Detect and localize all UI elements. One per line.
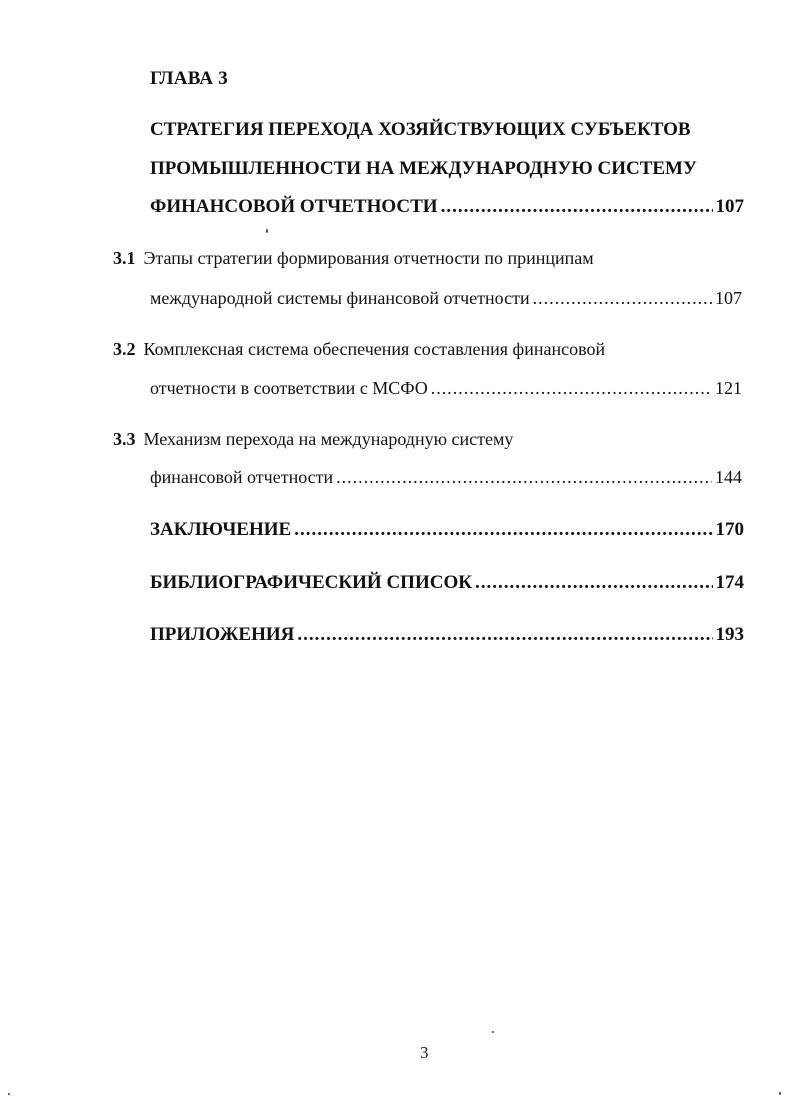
back-matter-page-number: 193 (715, 624, 744, 645)
scan-speck (266, 229, 268, 233)
toc-entry-chapter-3[interactable] (150, 196, 744, 218)
back-matter-title: БИБЛИОГРАФИЧЕСКИЙ СПИСОК (150, 572, 473, 593)
section-page-number: 144 (715, 467, 742, 487)
section-title-line-2: финансовой отчетности (150, 467, 334, 487)
section-3-2-heading (113, 339, 605, 360)
section-title-line-1: Этапы стратегии формирования отчетности по принципам (143, 248, 594, 268)
toc-entry-section-3-2[interactable] (150, 378, 742, 399)
section-3-1-heading (113, 248, 594, 269)
chapter-label: ГЛАВА 3 (150, 68, 228, 89)
dot-leader (297, 624, 712, 646)
scan-speck (779, 1092, 781, 1095)
toc-entry-bibliography[interactable] (150, 572, 744, 594)
section-number: 3.1 (113, 248, 136, 268)
section-title-line-2: отчетности в соответствии с МСФО (150, 378, 428, 398)
toc-entry-section-3-1[interactable] (150, 288, 742, 309)
back-matter-title: ЗАКЛЮЧЕНИЕ (150, 519, 292, 540)
section-page-number: 107 (715, 288, 742, 308)
section-number: 3.3 (113, 429, 136, 449)
dot-leader (431, 378, 712, 399)
back-matter-page-number: 170 (715, 519, 744, 540)
chapter-title-line-1: СТРАТЕГИЯ ПЕРЕХОДА ХОЗЯЙСТВУЮЩИХ СУБЪЕКТОВ (150, 119, 691, 140)
toc-entry-conclusion[interactable] (150, 519, 744, 541)
dot-leader (336, 467, 712, 488)
section-title-line-1: Механизм перехода на международную систему (143, 429, 514, 449)
chapter-page-number: 107 (715, 196, 744, 217)
scan-speck (8, 1093, 10, 1095)
chapter-title-line-2: ПРОМЫШЛЕННОСТИ НА МЕЖДУНАРОДНУЮ СИСТЕМУ (150, 158, 697, 179)
back-matter-page-number: 174 (715, 572, 744, 593)
section-3-3-heading (113, 429, 513, 450)
section-number: 3.2 (113, 339, 136, 359)
toc-entry-section-3-3[interactable] (150, 467, 742, 488)
footer-page-number: 3 (420, 1043, 429, 1062)
section-title-line-1: Комплексная система обеспечения составления финансовой (143, 339, 606, 359)
dot-leader (294, 519, 712, 541)
scan-speck (492, 1031, 494, 1033)
dot-leader (533, 288, 712, 309)
back-matter-title: ПРИЛОЖЕНИЯ (150, 624, 295, 645)
section-title-line-2: международной системы финансовой отчетности (150, 288, 530, 308)
toc-entry-appendices[interactable] (150, 624, 744, 646)
dot-leader (475, 572, 712, 594)
chapter-title-line-3: ФИНАНСОВОЙ ОТЧЕТНОСТИ (150, 196, 438, 217)
dot-leader (441, 196, 713, 218)
section-page-number: 121 (715, 378, 742, 398)
